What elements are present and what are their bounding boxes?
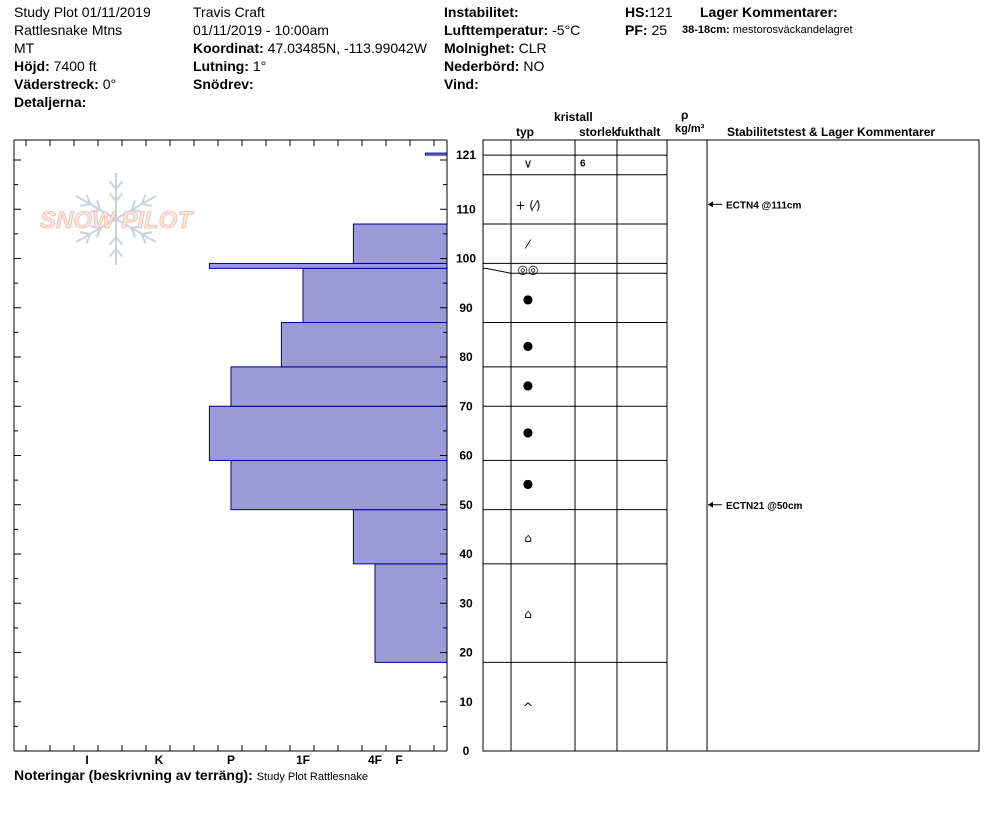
- stability-arrow-head: [708, 502, 713, 508]
- grain-form-symbol: ●: [522, 338, 534, 353]
- hardness-tick-label: I: [85, 753, 89, 767]
- crystal-header: kristall: [554, 110, 593, 124]
- plot-title: Study Plot 01/11/2019: [14, 4, 151, 20]
- hs-label: HS:: [625, 4, 650, 20]
- hardness-bar: [209, 406, 447, 460]
- airtemp-value: -5°C: [552, 22, 581, 38]
- pf-value: 25: [651, 22, 668, 38]
- instability-label: Instabilitet:: [444, 4, 519, 20]
- airtemp-label: Lufttemperatur:: [444, 22, 549, 38]
- hardness-bar: [353, 510, 447, 564]
- y-tick-label: 50: [459, 497, 473, 512]
- layer-comment-text: mestorosväckandelagret: [732, 24, 853, 36]
- y-tick-label: 10: [459, 694, 473, 709]
- y-tick-label: 121: [455, 148, 477, 163]
- hardness-bar: [425, 153, 447, 155]
- moisture-header: fukthalt: [617, 125, 661, 139]
- y-tick-label: 100: [455, 251, 477, 266]
- datetime: 01/11/2019 - 10:00am: [193, 22, 329, 38]
- notes: [14, 768, 368, 783]
- hardness-bar: [353, 224, 447, 263]
- layer-comment-range: 38-18cm:: [682, 24, 730, 36]
- y-tick-label: 30: [459, 596, 473, 611]
- grain-form-symbol: ∨: [523, 156, 533, 171]
- logo-text: SNOW PILOT: [40, 207, 192, 234]
- hardness-tick-label: 4F: [367, 753, 383, 767]
- notes-label: Noteringar (beskrivning av terräng):: [14, 767, 253, 783]
- elevation-value: 7400 ft: [53, 58, 97, 74]
- notes-text: Study Plot Rattlesnake: [256, 771, 369, 783]
- stability-test-label: ECTN21 @50cm: [726, 500, 803, 512]
- grain-form-symbol: ⌂: [524, 530, 532, 545]
- y-tick-label: 110: [456, 202, 476, 217]
- hardness-bar: [231, 367, 447, 406]
- hardness-bar: [281, 323, 447, 367]
- y-tick-label: 20: [459, 645, 473, 660]
- state: MT: [14, 40, 35, 56]
- snowpilot-logo: [40, 173, 194, 265]
- y-tick-label: 90: [459, 300, 473, 315]
- hardness-bar: [303, 268, 447, 322]
- wind-label: Vind:: [444, 76, 479, 92]
- y-tick-label: 70: [459, 399, 473, 414]
- grain-form-symbol: + (⁄): [515, 198, 541, 213]
- y-tick-label: 60: [459, 448, 473, 463]
- stability-test-label: ECTN4 @111cm: [726, 200, 802, 212]
- y-tick-label: 40: [459, 547, 473, 561]
- cloud-value: CLR: [518, 40, 547, 56]
- aspect-label: Väderstreck:: [14, 76, 99, 92]
- precip-value: NO: [523, 58, 545, 74]
- grain-form-symbol: ●: [522, 378, 534, 393]
- grain-form-symbol: ●: [522, 424, 534, 439]
- grain-form-symbol: ^: [522, 700, 534, 715]
- hardness-bar: [209, 263, 447, 268]
- grain-form-symbol: ●: [522, 291, 534, 306]
- snowflake-branch: [142, 204, 152, 206]
- table-frame: [483, 140, 979, 751]
- hardness-tick-label: 1F: [295, 753, 311, 767]
- size-header: storlek: [579, 125, 619, 139]
- grain-form-symbol: ●: [522, 476, 534, 491]
- coord-value: 47.03485N, -113.99042W: [267, 40, 427, 56]
- y-tick-label: 0: [462, 744, 470, 758]
- drift-label: Snödrev:: [193, 76, 254, 92]
- rho-header: ρ: [681, 108, 689, 122]
- hardness-tick-label: F: [395, 753, 403, 767]
- grain-form-symbol: ⌂: [524, 607, 532, 622]
- pf-label: PF:: [625, 22, 648, 38]
- observer: Travis Craft: [193, 4, 265, 20]
- hardness-bar: [375, 564, 447, 663]
- coord-label: Koordinat:: [193, 40, 264, 56]
- aspect-value: 0°: [102, 76, 117, 92]
- density-unit-header: kg/m³: [675, 123, 705, 135]
- hardness-tick-label: K: [154, 753, 164, 767]
- precip-label: Nederbörd:: [444, 58, 520, 74]
- grain-form-symbol: ◎◎: [517, 262, 539, 277]
- type-header: typ: [516, 125, 534, 139]
- stability-arrow-head: [708, 201, 713, 207]
- stability-header: Stabilitetstest & Lager Kommentarer: [727, 125, 936, 139]
- slope-value: 1°: [252, 58, 267, 74]
- y-tick-label: 80: [459, 350, 473, 364]
- details-label: Detaljerna:: [14, 94, 87, 110]
- grain-form-symbol: ⁄: [526, 237, 530, 252]
- hs-value: 121: [649, 4, 673, 20]
- location: Rattlesnake Mtns: [14, 22, 123, 38]
- layer-comments-title: Lager Kommentarer:: [700, 4, 838, 20]
- slope-label: Lutning:: [193, 58, 249, 74]
- boundary-connector: [486, 268, 511, 273]
- hardness-tick-label: P: [226, 753, 236, 767]
- snowflake-branch: [80, 204, 90, 206]
- elevation-label: Höjd:: [14, 58, 50, 74]
- cloud-label: Molnighet:: [444, 40, 515, 56]
- grain-size-value: 6: [580, 158, 586, 170]
- hardness-bar: [231, 460, 447, 509]
